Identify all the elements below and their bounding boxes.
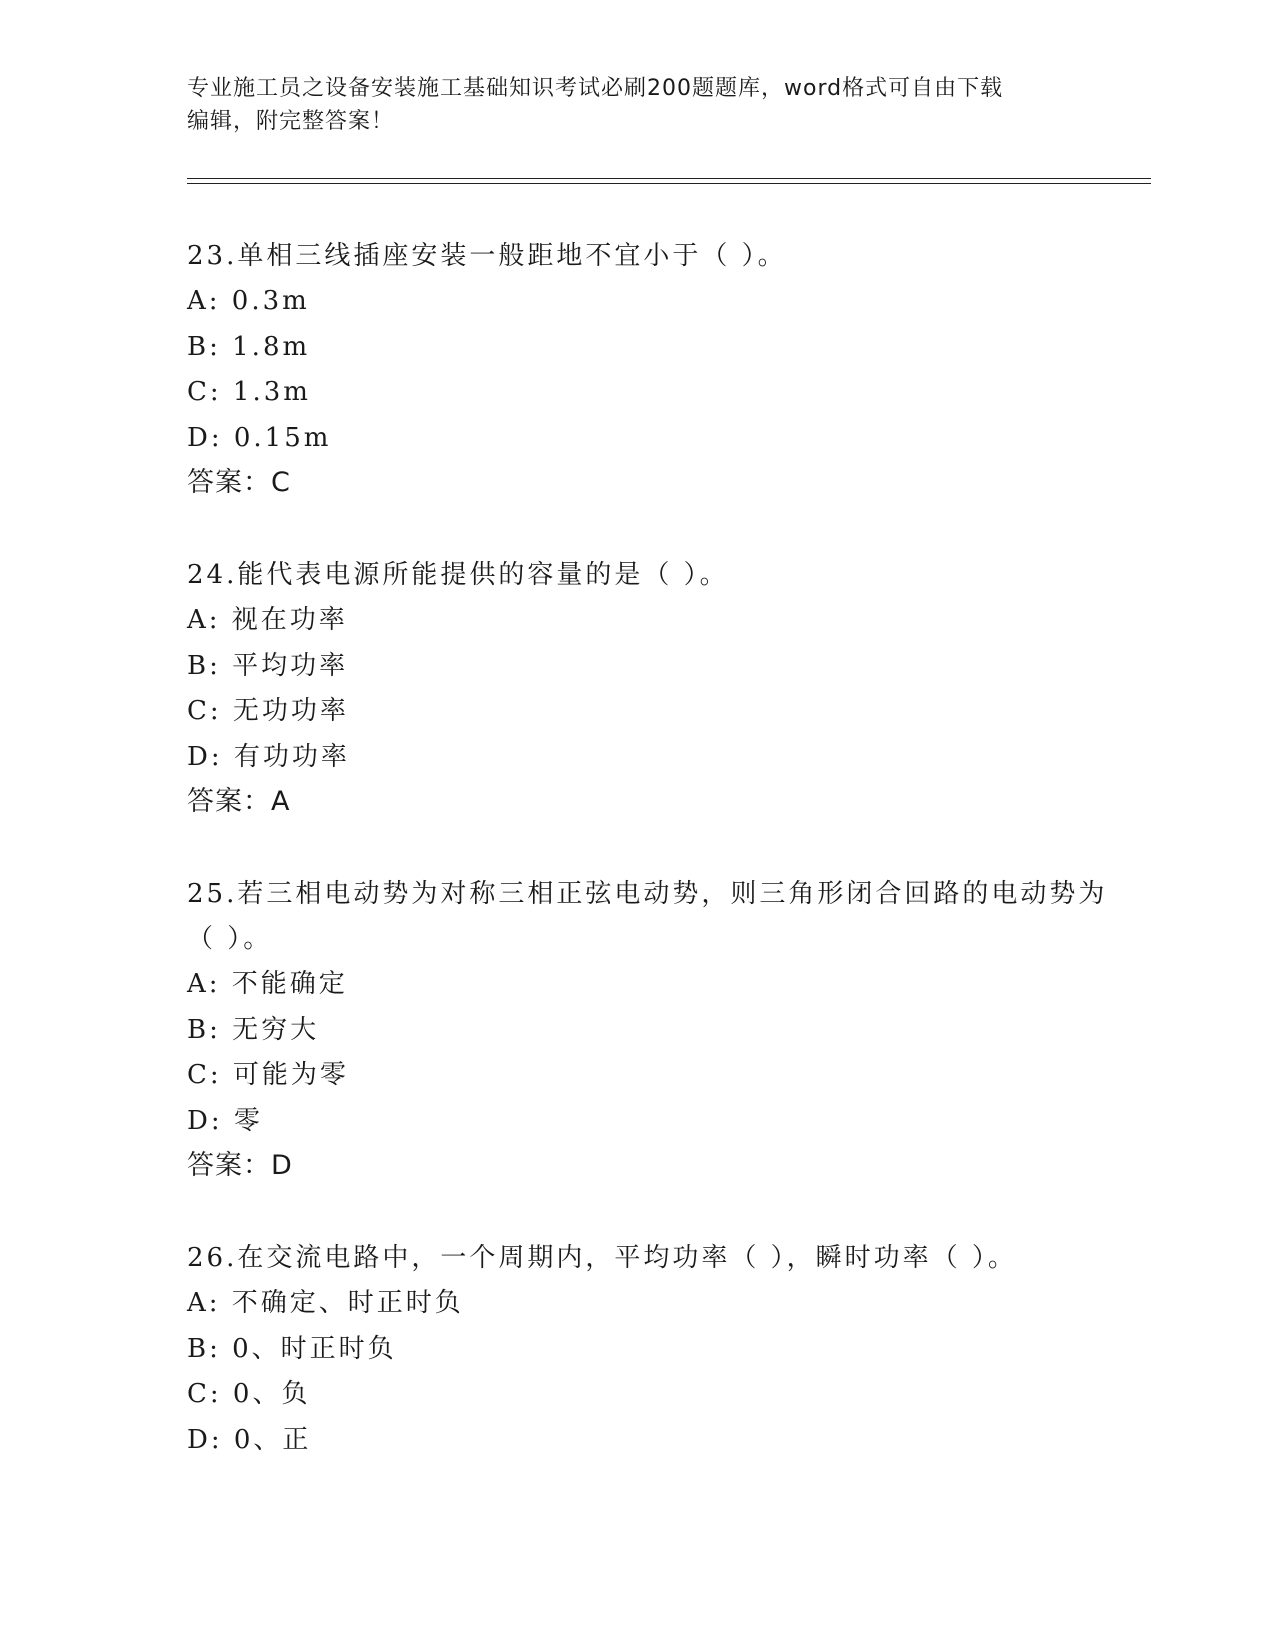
- question-stem: 25.若三相电动势为对称三相正弦电动势，则三角形闭合回路的电动势为（ ）。: [187, 879, 1108, 954]
- option-d: D: 零: [187, 1105, 263, 1136]
- option-b: B: 1.8m: [187, 331, 311, 362]
- option-a: A: 0.3m: [187, 286, 310, 316]
- question-stem: 24.能代表电源所能提供的容量的是（ ）。: [187, 560, 729, 590]
- option-a: A: 不能确定: [187, 969, 348, 999]
- option-c: C: 0、负: [187, 1379, 311, 1409]
- header-title-line-1: 专业施工员之设备安装施工基础知识考试必刷200题题库，word格式可自由下载: [187, 76, 1004, 101]
- header-divider-bottom: [187, 183, 1151, 184]
- question-stem: 23.单相三线插座安装一般距地不宜小于（ ）。: [187, 241, 787, 271]
- answer-line: 答案：D: [187, 1150, 293, 1181]
- option-c: C: 可能为零: [187, 1060, 349, 1090]
- option-d: D: 0、正: [187, 1424, 312, 1455]
- option-b: B: 无穷大: [187, 1014, 320, 1045]
- document-header: [187, 72, 1087, 138]
- answer-line: 答案：C: [187, 467, 291, 498]
- question-stem: 26.在交流电路中，一个周期内，平均功率（ ），瞬时功率（ ）。: [187, 1243, 1017, 1273]
- option-a: A: 视在功率: [187, 605, 348, 635]
- answer-line: 答案：A: [187, 786, 291, 817]
- question-23: [187, 234, 1127, 505]
- question-26: [187, 1236, 1127, 1463]
- option-c: C: 无功功率: [187, 696, 349, 726]
- question-24: [187, 553, 1127, 824]
- option-b: B: 0、时正时负: [187, 1333, 397, 1364]
- header-title-line-2: 编辑，附完整答案！: [187, 109, 395, 134]
- header-divider-top: [187, 178, 1151, 179]
- option-d: D: 0.15m: [187, 422, 332, 453]
- option-a: A: 不确定、时正时负: [187, 1288, 464, 1318]
- question-25: [187, 872, 1127, 1188]
- option-d: D: 有功功率: [187, 741, 350, 772]
- option-c: C: 1.3m: [187, 377, 311, 407]
- option-b: B: 平均功率: [187, 650, 349, 681]
